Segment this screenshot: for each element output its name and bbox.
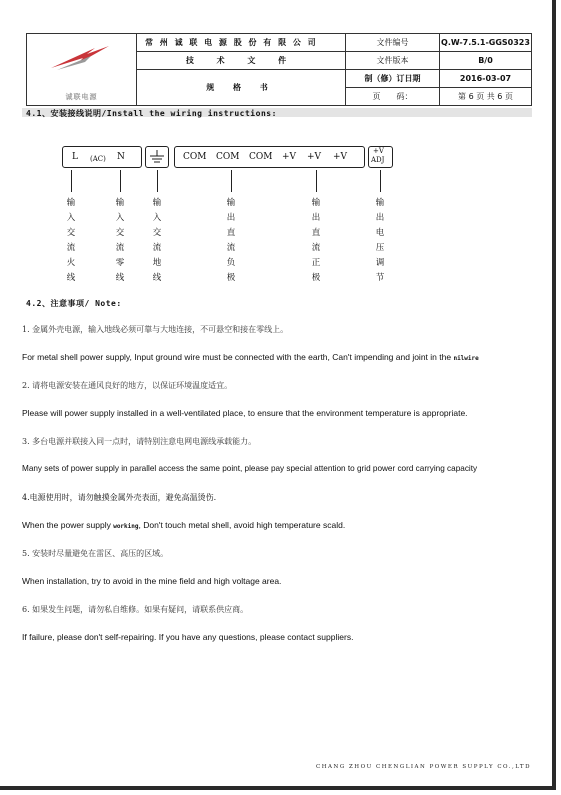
note-1-en-tail: nilwire — [453, 355, 479, 362]
label-char: 流 — [226, 243, 236, 253]
section-4-1-title: 4.1、安装接线说明/Install the wiring instructions: — [26, 109, 277, 118]
note-2-cn: 2. 请将电源安装在通风良好的地方，以保证环境温度适宜。 — [22, 381, 233, 390]
label-char: 流 — [311, 243, 321, 253]
terminal-l: L — [72, 152, 78, 162]
revision-date-value: 2016-03-07 — [440, 70, 532, 88]
label-char: 线 — [115, 273, 125, 283]
label-char: 直 — [226, 228, 236, 238]
note-4-en-rest: , Don't touch metal shell, avoid high temperature scald. — [138, 520, 346, 530]
wire-line-v — [316, 170, 317, 192]
label-char: 出 — [311, 213, 321, 223]
label-char: 入 — [152, 213, 162, 223]
label-char: 交 — [66, 228, 76, 238]
footer-company: CHANG ZHOU CHENGLIAN POWER SUPPLY CO.,LTD — [316, 764, 531, 770]
label-char: 直 — [311, 228, 321, 238]
label-ac-ground — [152, 196, 162, 286]
note-1-en-text: For metal shell power supply, Input ground wire must be connected with the earth, Can't impending and joint in the — [22, 352, 452, 362]
terminal-v-1: +V — [282, 152, 297, 162]
doc-number-label: 文件编号 — [346, 34, 440, 52]
label-dc-negative — [226, 196, 236, 286]
terminal-adj-bottom: ADJ — [371, 156, 385, 164]
document-header — [26, 33, 532, 106]
wire-line-com — [231, 170, 232, 192]
wire-line-n — [120, 170, 121, 192]
label-char: 调 — [375, 258, 385, 268]
label-char: 流 — [152, 243, 162, 253]
label-char: 节 — [375, 273, 385, 283]
section-4-2-title: 4.2、注意事项/ Note: — [26, 299, 122, 308]
label-char: 流 — [115, 243, 125, 253]
label-ac-live — [66, 196, 76, 286]
label-char: 入 — [66, 213, 76, 223]
terminal-com-2: COM — [216, 152, 240, 162]
label-char: 输 — [115, 198, 125, 208]
label-char: 火 — [66, 258, 76, 268]
label-char: 交 — [152, 228, 162, 238]
wire-line-adj — [380, 170, 381, 192]
doc-number-value: Q.W-7.5.1-GGS0323 — [440, 34, 532, 52]
note-4-cn: 4.电源使用时，请勿触摸金属外壳表面，避免高温烫伤. — [22, 493, 217, 502]
label-char: 正 — [311, 258, 321, 268]
terminal-v-3: +V — [333, 152, 348, 162]
terminal-com-1: COM — [183, 152, 207, 162]
label-char: 出 — [375, 213, 385, 223]
terminal-adj-top: +V — [373, 147, 384, 155]
note-2-en: Please will power supply installed in a well-ventilated place, to ensure that the environment temperature is appropriate. — [22, 408, 468, 418]
logo-text: 诚联电源 — [65, 93, 98, 101]
terminal-v-2: +V — [307, 152, 322, 162]
company-logo — [27, 34, 137, 106]
revision-date-label: 制（修）订日期 — [346, 70, 440, 88]
label-char: 负 — [226, 258, 236, 268]
label-char: 线 — [66, 273, 76, 283]
label-char: 输 — [152, 198, 162, 208]
label-char: 输 — [311, 198, 321, 208]
label-char: 电 — [375, 228, 385, 238]
note-5-cn: 5. 安装时尽量避免在雷区、高压的区域。 — [22, 549, 169, 558]
label-char: 入 — [115, 213, 125, 223]
label-char: 极 — [226, 273, 236, 283]
label-char: 交 — [115, 228, 125, 238]
ground-icon — [148, 149, 166, 165]
note-1-cn: 1. 金属外壳电源，输入地线必须可靠与大地连接，不可悬空和接在零线上。 — [22, 325, 289, 334]
logo-arrow-icon — [47, 40, 117, 76]
note-5-en: When installation, try to avoid in the mine field and high voltage area. — [22, 576, 282, 586]
spec-title: 规 格 书 — [137, 70, 346, 106]
terminal-com-3: COM — [249, 152, 273, 162]
company-name: 常 州 诚 联 电 源 股 份 有 限 公 司 — [137, 34, 346, 52]
label-char: 输 — [226, 198, 236, 208]
label-char: 出 — [226, 213, 236, 223]
wire-line-l — [71, 170, 72, 192]
page-value: 第 6 页 共 6 页 — [440, 88, 532, 106]
label-char: 零 — [115, 258, 125, 268]
label-char: 压 — [375, 243, 385, 253]
note-4-en-mid: working — [113, 523, 139, 530]
note-6-cn: 6. 如果发生问题，请勿私自维修。如果有疑问，请联系供应商。 — [22, 605, 249, 614]
label-dc-positive — [311, 196, 321, 286]
label-char: 输 — [375, 198, 385, 208]
page-label: 页 码： — [346, 88, 440, 106]
doc-version-label: 文件版本 — [346, 52, 440, 70]
label-char: 极 — [311, 273, 321, 283]
label-char: 线 — [152, 273, 162, 283]
label-char: 流 — [66, 243, 76, 253]
note-4-en-text: When the power supply — [22, 520, 111, 530]
label-voltage-adjust — [375, 196, 385, 286]
label-char: 地 — [152, 258, 162, 268]
terminal-n: N — [117, 152, 125, 162]
label-char: 输 — [66, 198, 76, 208]
doc-type-title: 技 术 文 件 — [137, 52, 346, 70]
note-3-en: Many sets of power supply in parallel access the same point, please pay special attention to grid power cord carrying capacity — [22, 464, 478, 473]
note-3-cn: 3. 多台电源并联接入同一点时，请特别注意电网电源线承载能力。 — [22, 437, 257, 446]
note-1-en — [22, 352, 479, 362]
note-4-en — [22, 520, 345, 530]
wire-line-ground — [157, 170, 158, 192]
note-6-en: If failure, please don't self-repairing. If you have any questions, please contact suppliers. — [22, 632, 354, 642]
terminal-ac-label: (AC) — [90, 155, 106, 163]
label-ac-neutral — [115, 196, 125, 286]
doc-version-value: B/0 — [440, 52, 532, 70]
